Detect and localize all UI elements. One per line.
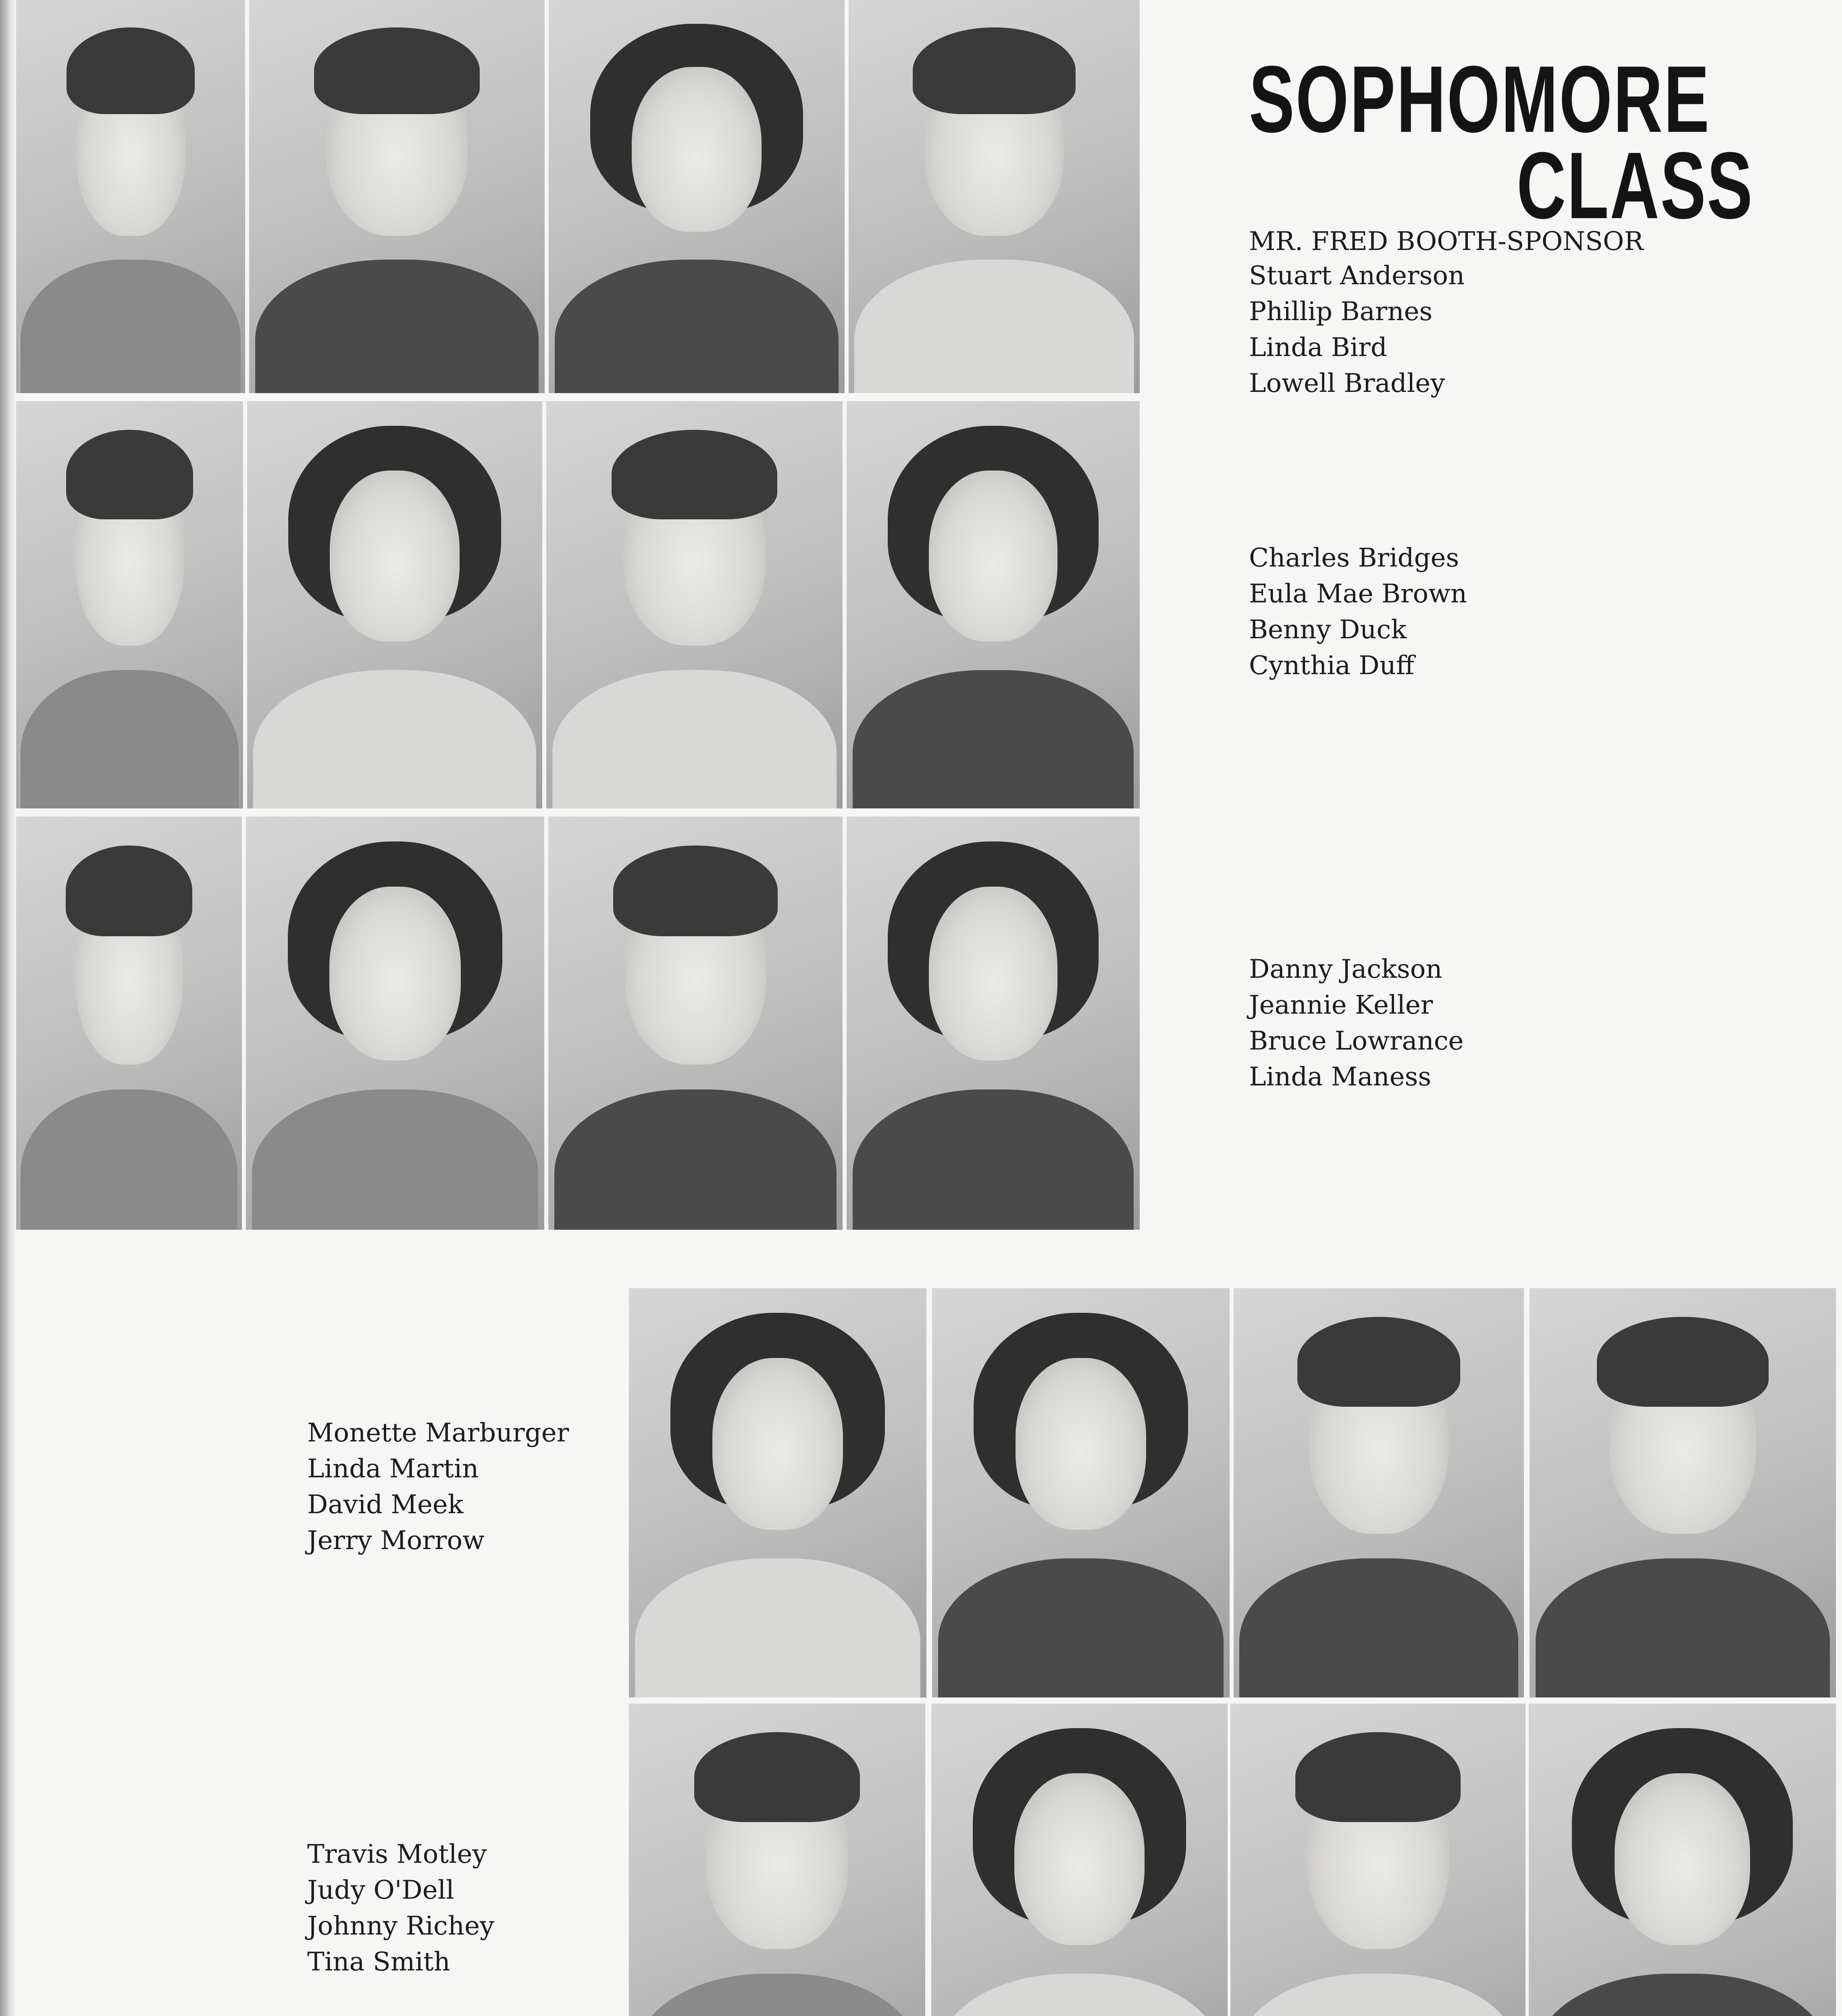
student-name: Cynthia Duff <box>1249 651 1415 681</box>
student-name: Johnny Richey <box>307 1911 495 1941</box>
portrait-photo <box>849 0 1140 393</box>
portrait-photo <box>16 401 243 808</box>
student-name: Judy O'Dell <box>307 1875 454 1905</box>
student-name: Jerry Morrow <box>307 1526 485 1556</box>
student-name: Monette Marburger <box>307 1418 569 1448</box>
portrait-photo <box>16 0 245 393</box>
portrait-photo <box>546 401 843 808</box>
student-name: Eula Mae Brown <box>1249 579 1467 609</box>
portrait-photo <box>249 0 545 393</box>
name-list-row1 <box>1249 258 1465 402</box>
portrait-photo <box>629 1288 926 1697</box>
portrait-photo <box>1234 1288 1524 1697</box>
portrait-photo <box>16 816 242 1230</box>
student-name: Benny Duck <box>1249 615 1407 645</box>
title-sophomore: SOPHOMORE <box>1249 46 1711 152</box>
student-name: Phillip Barnes <box>1249 297 1433 327</box>
portrait-photo <box>548 816 843 1230</box>
name-list-row5 <box>307 1837 494 1980</box>
student-name: Tina Smith <box>307 1947 450 1977</box>
student-name: Linda Martin <box>307 1454 479 1484</box>
name-list-row2 <box>1249 540 1467 684</box>
portrait-photo <box>847 401 1140 808</box>
sponsor-line: MR. FRED BOOTH-SPONSOR <box>1249 227 1644 256</box>
student-name: Lowell Bradley <box>1249 369 1445 398</box>
student-name: Linda Bird <box>1249 333 1387 362</box>
portrait-photo <box>629 1704 925 2016</box>
student-name: Stuart Anderson <box>1249 261 1465 291</box>
student-name: David Meek <box>307 1490 464 1520</box>
portrait-photo <box>931 1704 1228 2016</box>
portrait-photo <box>932 1288 1230 1697</box>
student-name: Danny Jackson <box>1249 954 1442 984</box>
portrait-photo <box>1230 1704 1526 2016</box>
page-binding-edge <box>0 0 16 2016</box>
student-name: Linda Maness <box>1249 1062 1432 1092</box>
student-name: Charles Bridges <box>1249 543 1459 573</box>
portrait-photo <box>246 816 544 1230</box>
name-list-row3 <box>1249 952 1463 1095</box>
portrait-photo <box>247 401 542 808</box>
portrait-photo <box>1530 1288 1836 1697</box>
student-name: Travis Motley <box>307 1839 487 1869</box>
student-name: Jeannie Keller <box>1249 990 1433 1020</box>
portrait-photo <box>1529 1704 1836 2016</box>
name-list-row4 <box>307 1415 569 1559</box>
portrait-photo <box>549 0 845 393</box>
title-class: CLASS <box>1517 132 1754 238</box>
student-name: Bruce Lowrance <box>1249 1026 1464 1056</box>
portrait-photo <box>847 816 1140 1230</box>
